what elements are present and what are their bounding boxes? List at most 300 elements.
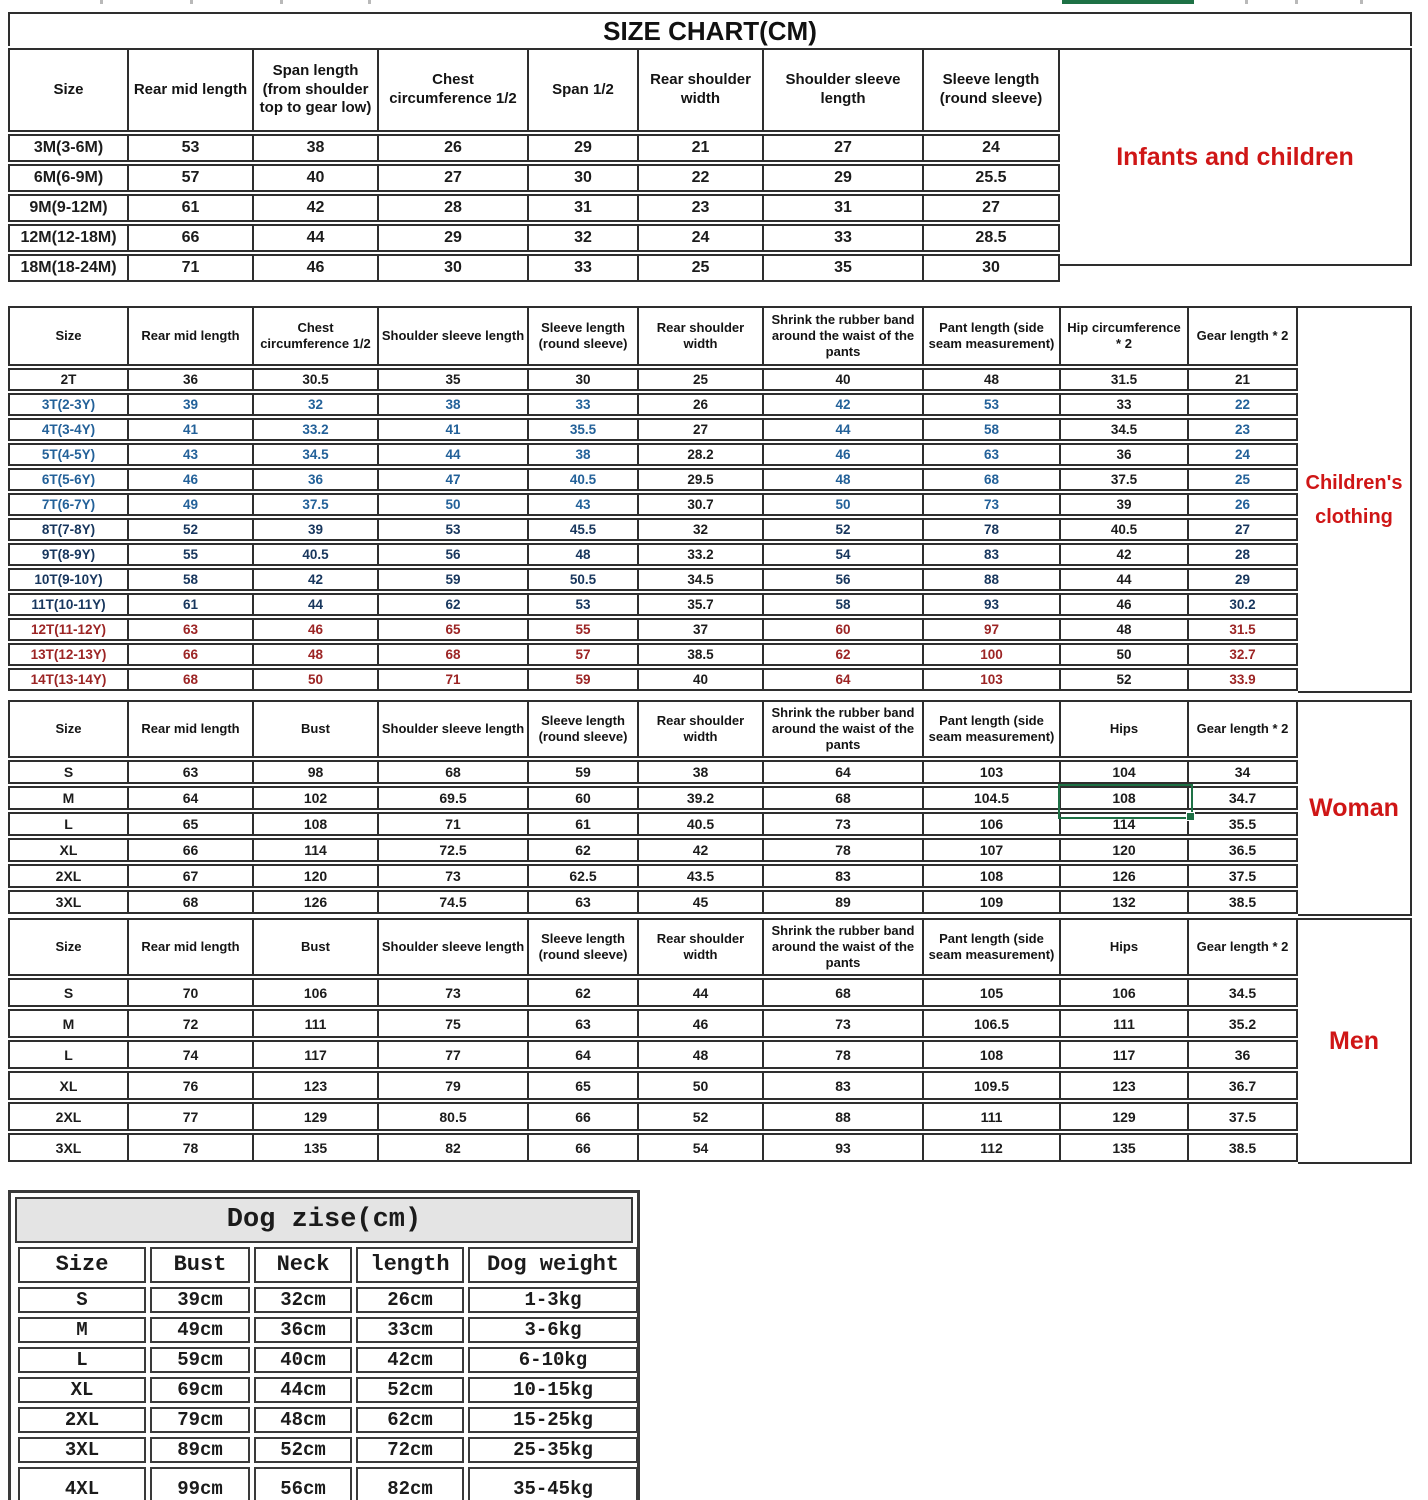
table-cell: 25-35kg <box>468 1437 638 1463</box>
table-cell: 68 <box>128 668 253 691</box>
header-cell: Rear mid length <box>128 306 253 366</box>
table-cell: 71 <box>378 812 528 836</box>
table-cell: S <box>18 1287 146 1313</box>
children-label: Children's clothing <box>1298 306 1412 693</box>
table-cell: 111 <box>1060 1009 1188 1038</box>
header-cell: Size <box>18 1247 146 1283</box>
table-cell: 29 <box>528 134 638 162</box>
table-cell: 50 <box>378 493 528 516</box>
men-size-table <box>8 916 1298 1164</box>
table-cell: 93 <box>923 593 1060 616</box>
table-cell: 34.7 <box>1188 786 1298 810</box>
table-cell: 36 <box>1188 1040 1298 1069</box>
table-cell: 33 <box>1060 393 1188 416</box>
table-cell: 50 <box>638 1071 763 1100</box>
table-cell: 62 <box>528 978 638 1007</box>
table-cell: 106 <box>1060 978 1188 1007</box>
table-row <box>8 978 1298 1007</box>
table-cell: 117 <box>253 1040 378 1069</box>
table-row <box>8 838 1298 862</box>
table-cell: 40.5 <box>638 812 763 836</box>
table-cell: 33.9 <box>1188 668 1298 691</box>
dog-size-table <box>14 1243 642 1500</box>
table-cell: 26 <box>1188 493 1298 516</box>
table-cell: 65 <box>128 812 253 836</box>
table-cell: 68 <box>378 643 528 666</box>
table-cell: 46 <box>638 1009 763 1038</box>
table-cell: 73 <box>763 812 923 836</box>
table-cell: 25 <box>1188 468 1298 491</box>
table-cell: 12M(12-18M) <box>8 224 128 252</box>
table-cell: 5T(4-5Y) <box>8 443 128 466</box>
table-cell: 112 <box>923 1133 1060 1162</box>
table-cell: 10T(9-10Y) <box>8 568 128 591</box>
table-cell: 53 <box>528 593 638 616</box>
table-cell: 114 <box>1060 812 1188 836</box>
header-cell: Size <box>8 918 128 976</box>
table-cell: 114 <box>253 838 378 862</box>
table-cell: 69cm <box>150 1377 250 1403</box>
header-cell: Sleeve length (round sleeve) <box>528 700 638 758</box>
table-cell: 40.5 <box>1060 518 1188 541</box>
table-cell: L <box>18 1347 146 1373</box>
infants-label: Infants and children <box>1060 48 1412 266</box>
table-cell: 3T(2-3Y) <box>8 393 128 416</box>
table-cell: 48 <box>923 368 1060 391</box>
table-cell: 108 <box>1060 786 1188 810</box>
table-cell: L <box>8 812 128 836</box>
header-cell: Hips <box>1060 700 1188 758</box>
table-cell: 49cm <box>150 1317 250 1343</box>
table-cell: 6M(6-9M) <box>8 164 128 192</box>
table-cell: 63 <box>528 1009 638 1038</box>
table-cell: 88 <box>763 1102 923 1131</box>
table-cell: 78 <box>923 518 1060 541</box>
table-cell: 47 <box>378 468 528 491</box>
table-cell: 64 <box>763 668 923 691</box>
header-cell: Rear mid length <box>128 918 253 976</box>
table-cell: M <box>8 1009 128 1038</box>
table-cell: 39 <box>1060 493 1188 516</box>
table-cell: 33 <box>528 393 638 416</box>
table-cell: 32.7 <box>1188 643 1298 666</box>
table-cell: 35 <box>378 368 528 391</box>
table-cell: 66 <box>128 224 253 252</box>
table-cell: 48 <box>528 543 638 566</box>
dog-table-title: Dog zise(cm) <box>15 1197 633 1243</box>
table-row <box>8 760 1298 784</box>
table-cell: 2T <box>8 368 128 391</box>
woman-section <box>8 698 1428 916</box>
table-cell: 73 <box>378 978 528 1007</box>
header-cell: length <box>356 1247 464 1283</box>
header-cell: Size <box>8 700 128 758</box>
table-row <box>8 493 1298 516</box>
table-row <box>8 1102 1298 1131</box>
table-cell: 106.5 <box>923 1009 1060 1038</box>
table-cell: 54 <box>763 543 923 566</box>
header-cell: Sleeve length (round sleeve) <box>923 48 1060 132</box>
table-cell: 38.5 <box>1188 1133 1298 1162</box>
grid-tick <box>280 0 283 4</box>
table-cell: 15-25kg <box>468 1407 638 1433</box>
infants-size-table <box>8 46 1060 284</box>
table-cell: XL <box>8 1071 128 1100</box>
table-cell: 8T(7-8Y) <box>8 518 128 541</box>
table-cell: 35.5 <box>1188 812 1298 836</box>
table-cell: XL <box>8 838 128 862</box>
table-cell: 80.5 <box>378 1102 528 1131</box>
table-cell: 57 <box>128 164 253 192</box>
table-cell: 111 <box>253 1009 378 1038</box>
table-row <box>8 568 1298 591</box>
header-cell: Pant length (side seam measurement) <box>923 306 1060 366</box>
table-cell: 30 <box>528 368 638 391</box>
table-cell: 29 <box>1188 568 1298 591</box>
table-cell: 83 <box>763 1071 923 1100</box>
table-cell: 76 <box>128 1071 253 1100</box>
table-row <box>8 812 1298 836</box>
table-cell: 12T(11-12Y) <box>8 618 128 641</box>
table-cell: 129 <box>253 1102 378 1131</box>
header-cell: Pant length (side seam measurement) <box>923 700 1060 758</box>
table-cell: 132 <box>1060 890 1188 914</box>
table-cell: 39 <box>128 393 253 416</box>
table-cell: 31 <box>763 194 923 222</box>
table-cell: 35.2 <box>1188 1009 1298 1038</box>
header-cell: Size <box>8 306 128 366</box>
table-cell: 1-3kg <box>468 1287 638 1313</box>
table-cell: 57 <box>528 643 638 666</box>
table-cell: 93 <box>763 1133 923 1162</box>
table-row <box>8 443 1298 466</box>
table-cell: 108 <box>923 1040 1060 1069</box>
table-cell: 38 <box>528 443 638 466</box>
table-cell: 59 <box>378 568 528 591</box>
table-cell: 63 <box>128 760 253 784</box>
table-cell: 77 <box>378 1040 528 1069</box>
table-cell: 35 <box>763 254 923 282</box>
table-cell: 22 <box>638 164 763 192</box>
table-cell: 32 <box>638 518 763 541</box>
table-cell: 36.7 <box>1188 1071 1298 1100</box>
table-cell: 42 <box>253 194 378 222</box>
table-cell: 46 <box>253 618 378 641</box>
table-cell: 25 <box>638 368 763 391</box>
table-cell: 28 <box>378 194 528 222</box>
table-row <box>8 643 1298 666</box>
table-cell: 44 <box>763 418 923 441</box>
table-cell: 2XL <box>18 1407 146 1433</box>
table-cell: 48cm <box>254 1407 352 1433</box>
table-cell: 61 <box>128 593 253 616</box>
table-row <box>8 518 1298 541</box>
table-cell: 27 <box>378 164 528 192</box>
table-cell: 103 <box>923 668 1060 691</box>
table-cell: 36 <box>253 468 378 491</box>
table-cell: 108 <box>253 812 378 836</box>
table-cell: 35.7 <box>638 593 763 616</box>
table-cell: 75 <box>378 1009 528 1038</box>
table-cell: 78 <box>763 838 923 862</box>
table-cell: 50 <box>253 668 378 691</box>
table-cell: L <box>8 1040 128 1069</box>
table-cell: 28.2 <box>638 443 763 466</box>
table-row <box>8 254 1060 282</box>
table-cell: 64 <box>128 786 253 810</box>
table-cell: 105 <box>923 978 1060 1007</box>
table-row <box>18 1317 638 1343</box>
table-cell: 43 <box>528 493 638 516</box>
table-row <box>8 543 1298 566</box>
table-row <box>8 593 1298 616</box>
table-cell: 46 <box>1060 593 1188 616</box>
table-cell: 68 <box>923 468 1060 491</box>
header-cell: Span length (from shoulder top to gear low) <box>253 48 378 132</box>
table-cell: 78 <box>128 1133 253 1162</box>
children-size-table <box>8 304 1298 693</box>
table-cell: 36 <box>128 368 253 391</box>
table-cell: 37.5 <box>253 493 378 516</box>
header-cell: Rear shoulder width <box>638 700 763 758</box>
table-cell: 28 <box>1188 543 1298 566</box>
table-cell: 2XL <box>8 1102 128 1131</box>
table-cell: 82 <box>378 1133 528 1162</box>
header-cell: Hip circumference * 2 <box>1060 306 1188 366</box>
table-cell: 44 <box>1060 568 1188 591</box>
table-cell: 60 <box>528 786 638 810</box>
table-cell: 126 <box>1060 864 1188 888</box>
table-cell: 72.5 <box>378 838 528 862</box>
table-cell: 135 <box>1060 1133 1188 1162</box>
table-cell: 67 <box>128 864 253 888</box>
header-cell: Rear shoulder width <box>638 48 763 132</box>
table-cell: 52cm <box>356 1377 464 1403</box>
table-cell: 52 <box>638 1102 763 1131</box>
table-cell: 9M(9-12M) <box>8 194 128 222</box>
table-cell: 42 <box>253 568 378 591</box>
table-cell: 63 <box>923 443 1060 466</box>
table-cell: 30.7 <box>638 493 763 516</box>
header-cell: Shoulder sleeve length <box>378 700 528 758</box>
table-cell: 117 <box>1060 1040 1188 1069</box>
table-cell: 34.5 <box>1188 978 1298 1007</box>
table-cell: 24 <box>923 134 1060 162</box>
table-cell: 106 <box>253 978 378 1007</box>
table-cell: 6T(5-6Y) <box>8 468 128 491</box>
table-cell: 50.5 <box>528 568 638 591</box>
table-cell: 42 <box>763 393 923 416</box>
table-cell: 24 <box>1188 443 1298 466</box>
table-cell: 78 <box>763 1040 923 1069</box>
children-section <box>8 304 1428 693</box>
table-cell: 37.5 <box>1188 864 1298 888</box>
header-cell: Rear shoulder width <box>638 306 763 366</box>
grid-tick <box>190 0 193 4</box>
table-cell: 40 <box>763 368 923 391</box>
table-cell: 53 <box>378 518 528 541</box>
table-cell: M <box>18 1317 146 1343</box>
table-cell: 32cm <box>254 1287 352 1313</box>
table-cell: 109.5 <box>923 1071 1060 1100</box>
table-cell: 29 <box>378 224 528 252</box>
table-cell: 73 <box>923 493 1060 516</box>
table-cell: 56 <box>763 568 923 591</box>
table-cell: 23 <box>638 194 763 222</box>
header-cell: Shoulder sleeve length <box>378 306 528 366</box>
header-row <box>8 918 1298 976</box>
header-cell: Shoulder sleeve length <box>763 48 923 132</box>
table-cell: 123 <box>1060 1071 1188 1100</box>
table-row <box>8 890 1298 914</box>
table-cell: 135 <box>253 1133 378 1162</box>
table-cell: 58 <box>923 418 1060 441</box>
table-cell: 73 <box>763 1009 923 1038</box>
table-cell: 35-45kg <box>468 1467 638 1500</box>
table-cell: 34.5 <box>253 443 378 466</box>
table-cell: 48 <box>1060 618 1188 641</box>
header-cell: Shrink the rubber band around the waist of the pants <box>763 700 923 758</box>
table-cell: 58 <box>128 568 253 591</box>
table-cell: 33.2 <box>638 543 763 566</box>
men-section <box>8 916 1428 1164</box>
table-row <box>8 393 1298 416</box>
table-cell: 60 <box>763 618 923 641</box>
table-cell: 74.5 <box>378 890 528 914</box>
table-cell: 27 <box>763 134 923 162</box>
table-cell: 53 <box>923 393 1060 416</box>
header-cell: Size <box>8 48 128 132</box>
table-cell: 65 <box>378 618 528 641</box>
table-row <box>8 786 1298 810</box>
table-cell: 4T(3-4Y) <box>8 418 128 441</box>
table-cell: 109 <box>923 890 1060 914</box>
table-row <box>8 1071 1298 1100</box>
table-cell: 111 <box>923 1102 1060 1131</box>
table-cell: 46 <box>253 254 378 282</box>
table-cell: 59 <box>528 760 638 784</box>
table-cell: 52cm <box>254 1437 352 1463</box>
table-cell: 30.2 <box>1188 593 1298 616</box>
table-cell: 26 <box>378 134 528 162</box>
table-cell: 3XL <box>8 1133 128 1162</box>
header-cell: Hips <box>1060 918 1188 976</box>
table-row <box>18 1467 638 1500</box>
table-cell: 38.5 <box>638 643 763 666</box>
table-cell: 107 <box>923 838 1060 862</box>
table-cell: M <box>8 786 128 810</box>
table-cell: 99cm <box>150 1467 250 1500</box>
table-cell: 62 <box>378 593 528 616</box>
table-cell: 29.5 <box>638 468 763 491</box>
table-cell: 59cm <box>150 1347 250 1373</box>
table-cell: 26cm <box>356 1287 464 1313</box>
table-cell: 41 <box>128 418 253 441</box>
table-cell: 29 <box>763 164 923 192</box>
table-cell: 2XL <box>8 864 128 888</box>
table-cell: 9T(8-9Y) <box>8 543 128 566</box>
table-cell: 64 <box>763 760 923 784</box>
table-cell: 38.5 <box>1188 890 1298 914</box>
table-cell: 44 <box>253 224 378 252</box>
table-cell: 7T(6-7Y) <box>8 493 128 516</box>
table-cell: 103 <box>923 760 1060 784</box>
table-cell: 97 <box>923 618 1060 641</box>
table-cell: 59 <box>528 668 638 691</box>
header-row <box>8 306 1298 366</box>
table-cell: 55 <box>128 543 253 566</box>
table-cell: 42cm <box>356 1347 464 1373</box>
table-cell: 18M(18-24M) <box>8 254 128 282</box>
table-cell: 100 <box>923 643 1060 666</box>
grid-tick <box>368 0 371 4</box>
table-cell: 14T(13-14Y) <box>8 668 128 691</box>
table-row <box>8 1040 1298 1069</box>
table-cell: 73 <box>378 864 528 888</box>
header-cell: Gear length * 2 <box>1188 306 1298 366</box>
table-cell: 35.5 <box>528 418 638 441</box>
table-cell: 66 <box>528 1102 638 1131</box>
woman-size-table <box>8 698 1298 916</box>
table-cell: 3XL <box>8 890 128 914</box>
table-cell: 61 <box>128 194 253 222</box>
table-cell: 48 <box>763 468 923 491</box>
table-cell: 49 <box>128 493 253 516</box>
header-cell: Bust <box>253 918 378 976</box>
table-cell: 30 <box>923 254 1060 282</box>
table-cell: 21 <box>638 134 763 162</box>
header-cell: Chest circumference 1/2 <box>378 48 528 132</box>
table-row <box>8 194 1060 222</box>
table-row <box>8 368 1298 391</box>
table-cell: 43.5 <box>638 864 763 888</box>
table-cell: 40 <box>638 668 763 691</box>
table-cell: 63 <box>128 618 253 641</box>
table-cell: 22 <box>1188 393 1298 416</box>
table-cell: 104.5 <box>923 786 1060 810</box>
men-label: Men <box>1298 918 1412 1164</box>
table-cell: 25 <box>638 254 763 282</box>
table-cell: 36 <box>1060 443 1188 466</box>
table-cell: 33cm <box>356 1317 464 1343</box>
table-cell: 61 <box>528 812 638 836</box>
table-cell: 123 <box>253 1071 378 1100</box>
table-cell: 68 <box>378 760 528 784</box>
table-cell: 40cm <box>254 1347 352 1373</box>
table-cell: 79cm <box>150 1407 250 1433</box>
header-cell: Dog weight <box>468 1247 638 1283</box>
table-row <box>18 1347 638 1373</box>
selected-column-highlight <box>1062 0 1194 4</box>
table-cell: 30 <box>378 254 528 282</box>
table-cell: 31.5 <box>1060 368 1188 391</box>
table-cell: 70 <box>128 978 253 1007</box>
table-cell: 45.5 <box>528 518 638 541</box>
table-cell: 4XL <box>18 1467 146 1500</box>
table-cell: 126 <box>253 890 378 914</box>
header-cell: Shrink the rubber band around the waist of the pants <box>763 306 923 366</box>
header-cell: Rear mid length <box>128 700 253 758</box>
header-cell: Rear mid length <box>128 48 253 132</box>
table-cell: 44cm <box>254 1377 352 1403</box>
table-cell: 39 <box>253 518 378 541</box>
table-cell: 33.2 <box>253 418 378 441</box>
table-row <box>8 618 1298 641</box>
table-cell: 82cm <box>356 1467 464 1500</box>
table-cell: 106 <box>923 812 1060 836</box>
table-cell: 31.5 <box>1188 618 1298 641</box>
table-row <box>8 668 1298 691</box>
